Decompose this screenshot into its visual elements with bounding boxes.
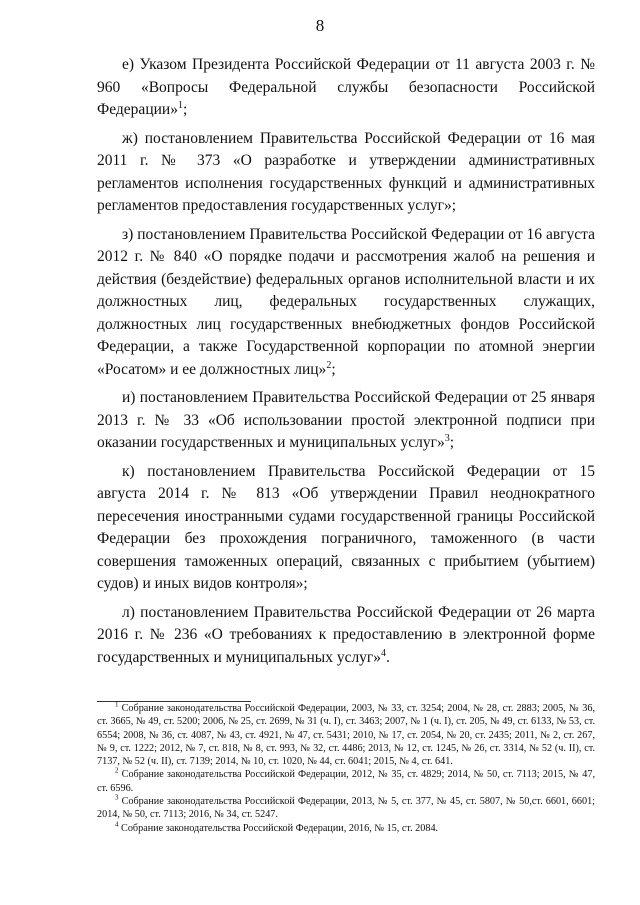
footnote-4: $^4$ Собрание законодательства Российской Федерации, 2016, № 15, ст. 2084. bbox=[115, 820, 439, 834]
footnote-number: 1 bbox=[115, 700, 119, 709]
footnote-number: 4 bbox=[115, 820, 119, 829]
paragraph-k: к) постановлением Правительства Российской Федерации от 15 августа 2014 г. № 813 «Об утверждении Правил неоднократного пересечения иностранными судами государственной границы Российской Федерации без прохождения пограничного, таможенного (в части совершения таможенных операций, связанных с прибытием (убытием) судов) и иных видов контроля»; bbox=[97, 462, 595, 592]
footnote-number: 3 bbox=[115, 793, 119, 802]
footnote-2: $^2$ Собрание законодательства Российской Федерации, 2012, № 35, ст. 4829; 2014, № 50, ст. 7113; 2015, № 47, ст. 6596. bbox=[97, 767, 596, 794]
footnote-ref: 1 bbox=[177, 99, 183, 111]
paragraph-l: л) постановлением Правительства Российской Федерации от 26 марта 2016 г. № 236 «О требованиях к предоставлению в электронной форме государственных и муниципальных услуг»$^4$. bbox=[97, 603, 595, 666]
footnotes bbox=[97, 702, 595, 835]
footnote-1: $^1$ Собрание законодательства Российской Федерации, 2003, № 33, ст. 3254; 2004, № 28, ст. 2883; 2005, № 36, ст. 3665, № 49, ст. 5200; 2006, № 25, ст. 2699, № 31 (ч. I), ст. 3463; 2007, № 1 (ч. I), ст. 205, № 49, ст. 6133, № 53, ст. 6554; 2008, № 36, ст. 4087, № 43, ст. 4921, № 47, ст. 5431; 2010, № 17, ст. 2054, № 20, ст. 2435; 2011, № 2, ст. 267, № 9, ст. 1222; 2012, № 7, ст. 818, № 8, ст. 993, № 32, ст. 4486; 2013, № 12, ст. 1245, № 26, ст. 3314, № 52 (ч. II), ст. 7137, № 52 (ч. II), ст. 7139; 2014, № 10, ст. 1020, № 44, ст. 6041; 2015, № 4, ст. 641. bbox=[97, 700, 595, 768]
paragraph-e: е) Указом Президента Российской Федерации от 11 августа 2003 г. № 960 «Вопросы Федеральной службы безопасности Российской Федерации»$^1$; bbox=[97, 56, 595, 118]
footnote-ref: 2 bbox=[326, 359, 332, 371]
paragraph-z: з) постановлением Правительства Российской Федерации от 16 августа 2012 г. № 840 «О порядке подачи и рассмотрения жалоб на решения и действия (бездействие) федеральных органов исполнительной власти и их должностных лиц, федеральных государственных служащих, должностных лиц государственных внебюджетных фондов Российской Федерации, а также Государственной корпорации по атомной энергии «Росатом» и ее должностных лиц»$^2$; bbox=[97, 225, 595, 378]
body-text bbox=[97, 54, 595, 669]
paragraph-i: и) постановлением Правительства Российской Федерации от 25 января 2013 г. № 33 «Об использовании простой электронной подписи при оказании государственных и муниципальных услуг»$^3$; bbox=[97, 389, 595, 451]
footnote-number: 2 bbox=[115, 767, 119, 776]
page-number: 8 bbox=[315, 16, 325, 35]
footnote-ref: 3 bbox=[444, 432, 450, 444]
paragraph-zh: ж) постановлением Правительства Российской Федерации от 16 мая 2011 г. № 373 «О разработке и утверждении административных регламентов исполнения государственных функций и административных регламентов предоставления государственных услуг»; bbox=[97, 129, 595, 214]
footnote-ref: 4 bbox=[381, 647, 387, 659]
footnote-3: $^3$ Собрание законодательства Российской Федерации, 2013, № 5, ст. 377, № 45, ст. 5807, № 50,ст. 6601, 6601; 2014, № 50, ст. 7113; 2016, № 34, ст. 5247. bbox=[97, 793, 595, 821]
